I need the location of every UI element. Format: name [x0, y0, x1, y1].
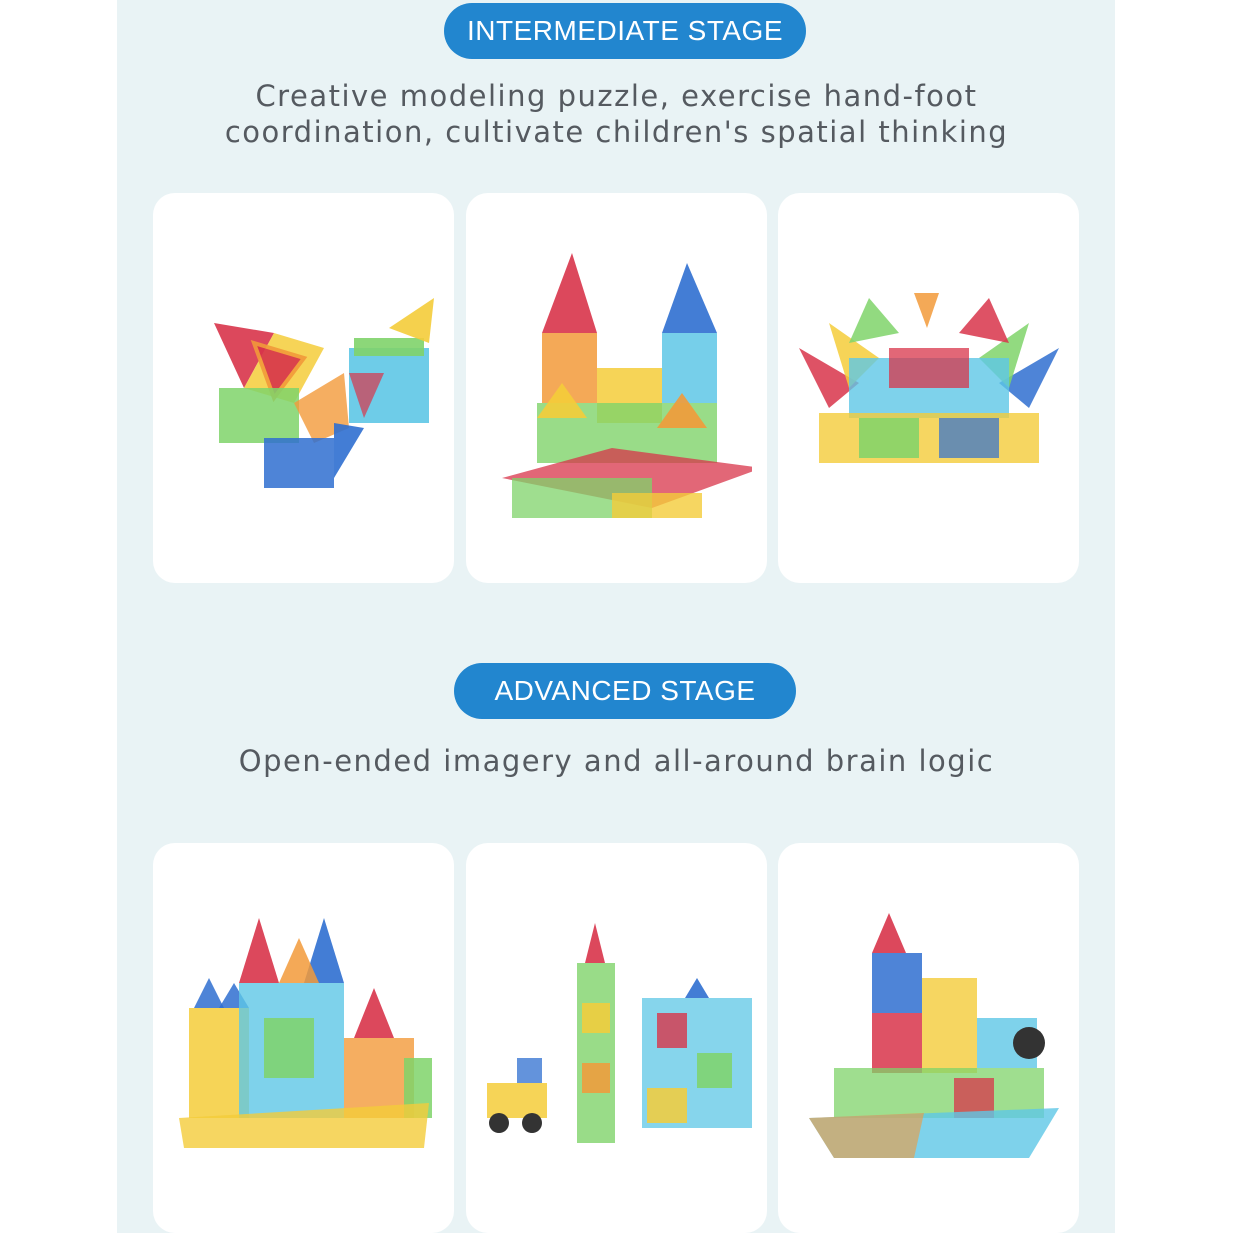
fish-model-image [174, 278, 434, 498]
tower-and-car-image [477, 923, 757, 1153]
castle-model-image [482, 243, 752, 533]
card-tower-and-car [466, 843, 767, 1233]
peacock-model-image [789, 288, 1069, 488]
advanced-stage-description: Open-ended imagery and all-around brain logic [238, 744, 995, 778]
intermediate-stage-description: Creative modeling puzzle, exercise hand-foot coordination, cultivate children's spatial thinking [224, 79, 1009, 149]
card-castle-model [466, 193, 767, 583]
ship-image [794, 908, 1064, 1168]
large-castle-image [174, 908, 434, 1168]
advanced-stage-badge: ADVANCED STAGE [454, 663, 796, 719]
card-peacock-model [778, 193, 1079, 583]
intermediate-stage-badge: INTERMEDIATE STAGE [444, 3, 806, 59]
card-fish-model [153, 193, 454, 583]
card-large-castle [153, 843, 454, 1233]
card-ship [778, 843, 1079, 1233]
